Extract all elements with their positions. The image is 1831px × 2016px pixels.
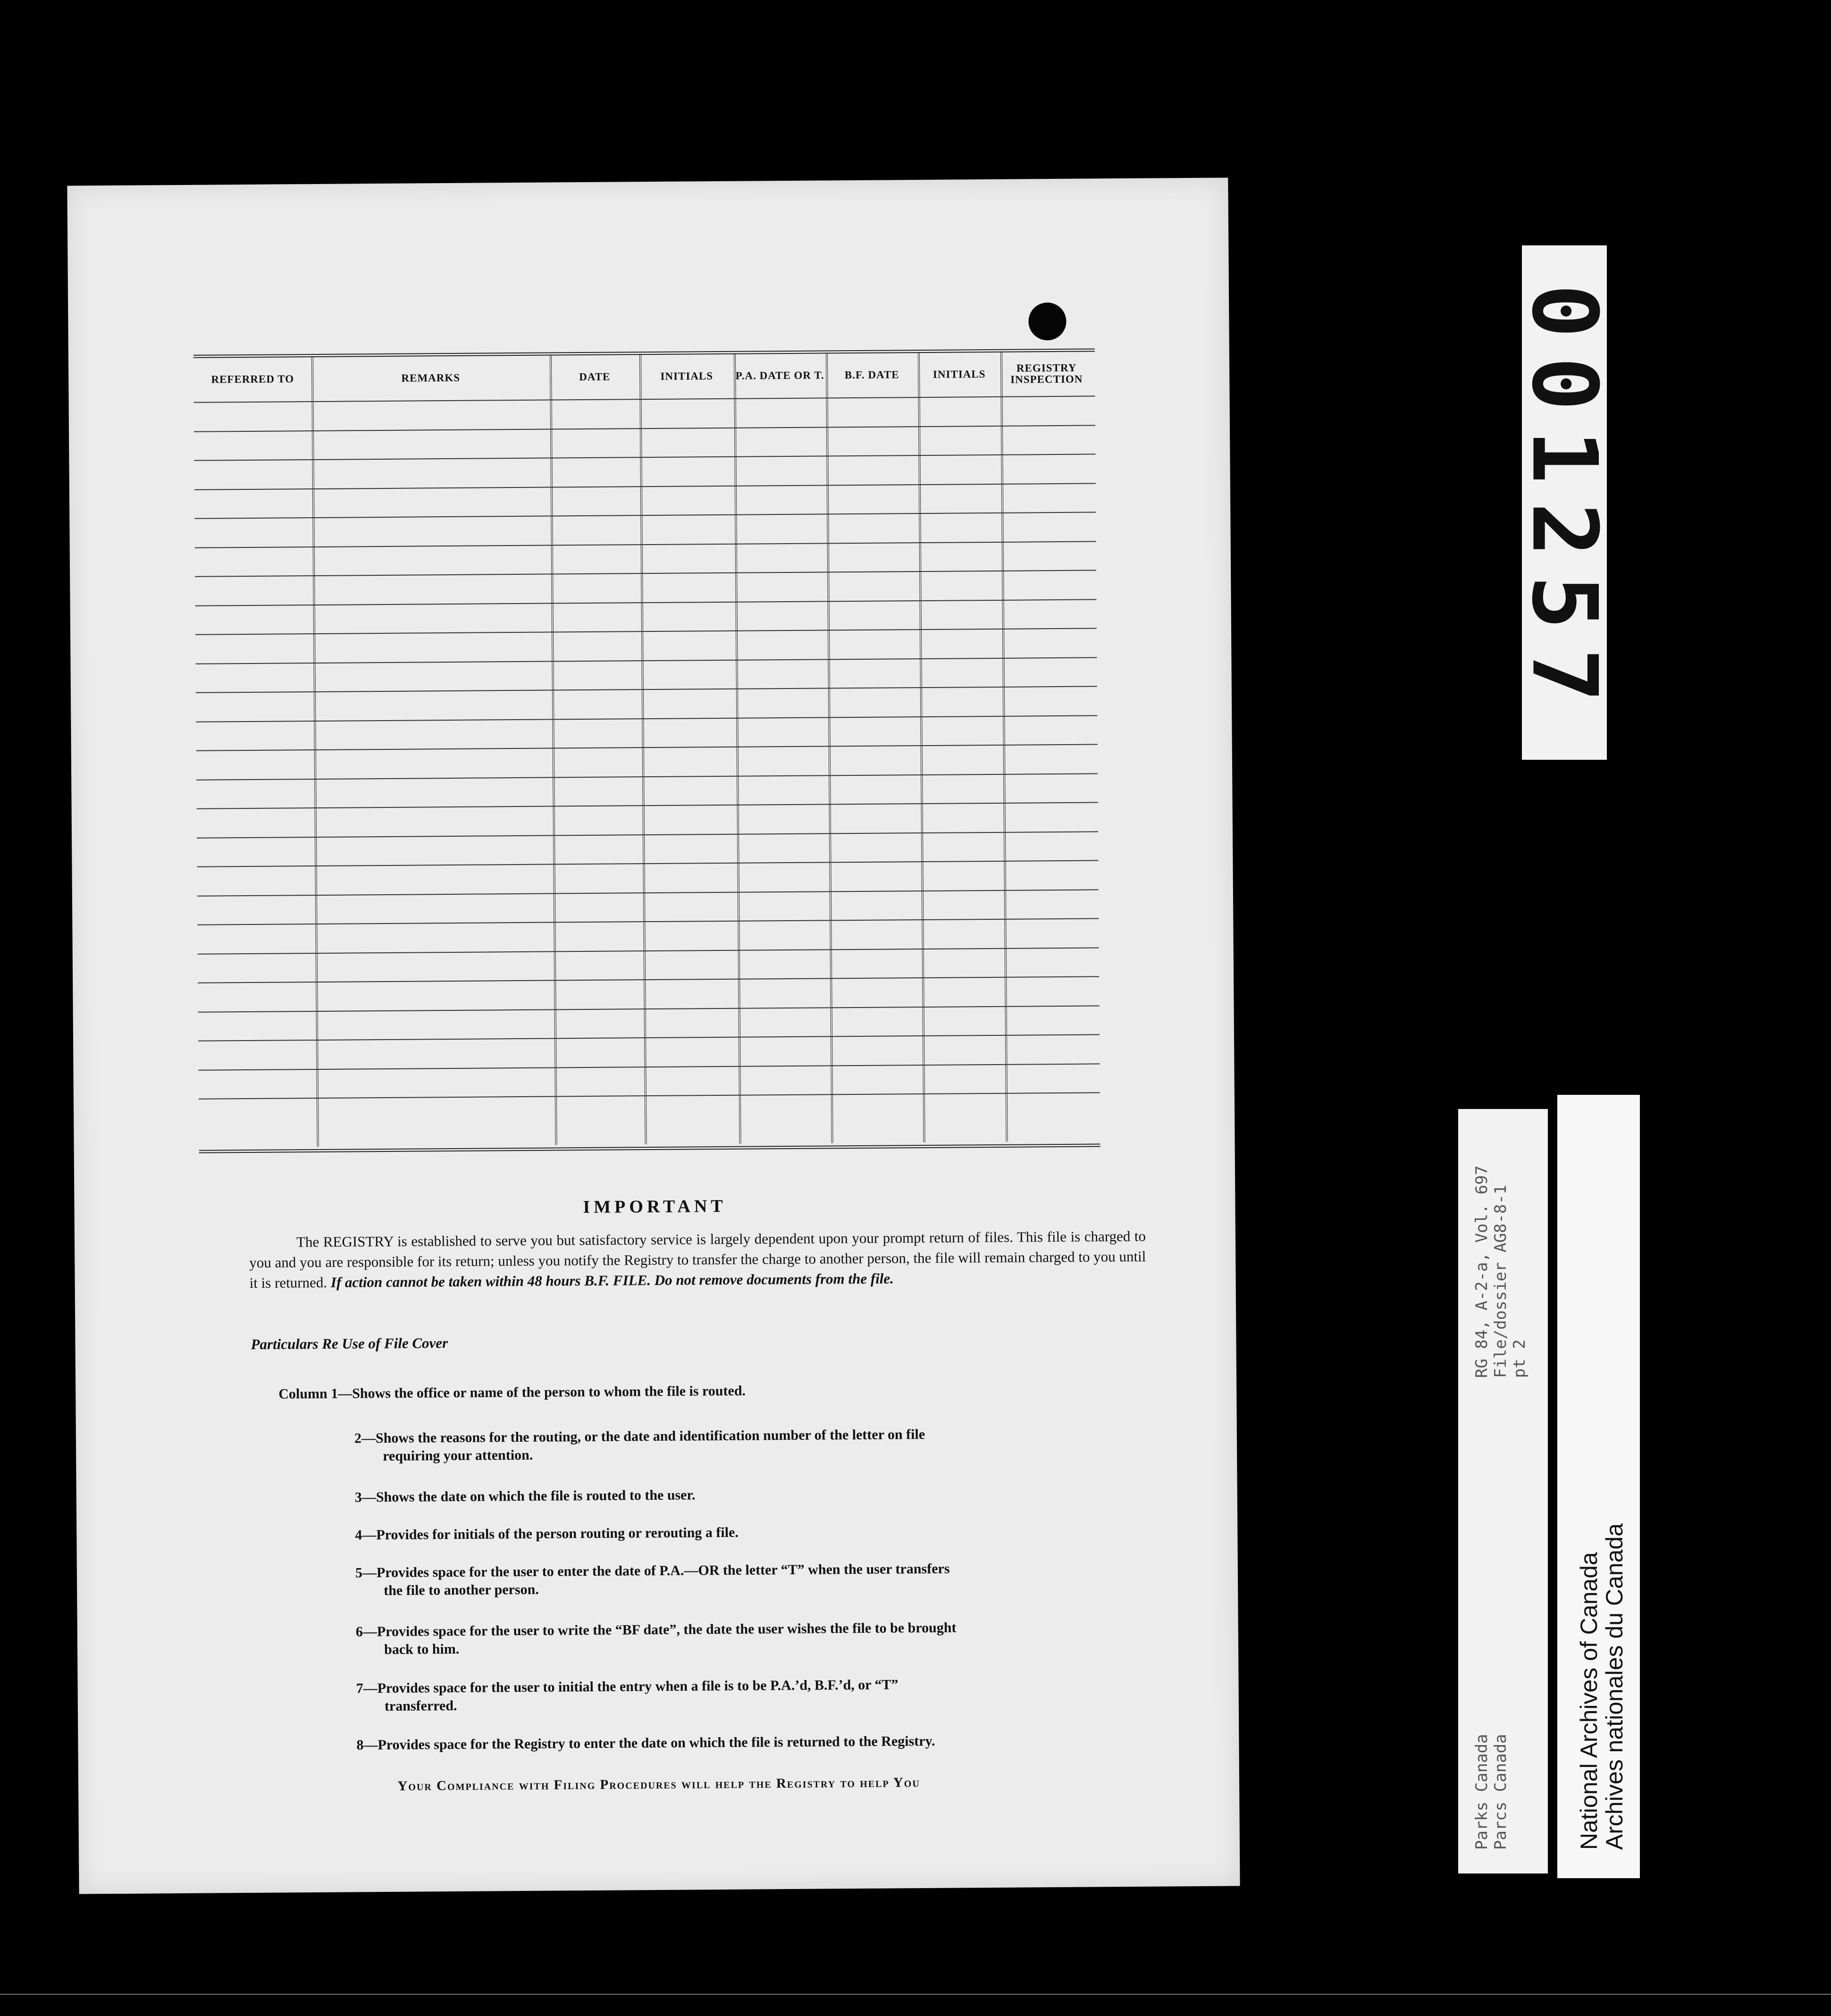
table-row-line <box>194 512 1096 519</box>
column-description-3: 3—Shows the date on which the file is routed to the user. <box>354 1487 696 1505</box>
table-row-line <box>199 1092 1100 1099</box>
punch-hole <box>1028 302 1067 341</box>
reference-line-2: File/dossier AG8-8-1 <box>1491 1184 1510 1378</box>
table-row-line <box>196 686 1097 693</box>
archives-text <box>1576 1142 1627 1850</box>
reference-agency <box>1472 1734 1510 1850</box>
table-row-line <box>198 1034 1100 1041</box>
column-divider <box>639 354 647 1144</box>
column-divider <box>311 356 319 1147</box>
table-row-line <box>194 454 1095 461</box>
table-row-line <box>195 657 1097 664</box>
registry-notice: The REGISTRY is established to serve you but satisfactory service is largely dependent upon your prompt return of files. This file is charged to you and you are responsible for its return; unless you notify the Registry to transfer the charge to another person, the file will remain charged to you until it is returned. <box>249 1227 1146 1291</box>
table-row-line <box>198 947 1099 954</box>
reference-line-3: pt 2 <box>1510 1339 1529 1378</box>
column-divider <box>826 353 833 1143</box>
column-description-1: Column 1—Shows the office or name of the person to whom the file is routed. <box>278 1383 746 1402</box>
table-row-line <box>198 976 1099 983</box>
column-description-6: 6—Provides space for the user to write the “BF date”, the date the user wishes the file to be brought back to him. <box>355 1620 957 1658</box>
archives-line-fr: Archives nationales du Canada <box>1601 1523 1628 1850</box>
table-row-line <box>197 831 1098 838</box>
column-description-5: 5—Provides space for the user to enter the date of P.A.—OR the letter “T” when the user transfers the file to another person. <box>355 1561 950 1599</box>
table-row-line <box>196 744 1098 751</box>
reference-label <box>1458 1109 1548 1873</box>
header-bf-date: B.F. DATE <box>844 368 899 381</box>
table-row-line <box>197 918 1099 925</box>
header-remarks: REMARKS <box>401 371 461 384</box>
reference-file-info <box>1472 1166 1529 1378</box>
table-row-line <box>197 802 1098 809</box>
agency-line-1: Parks Canada <box>1472 1734 1491 1850</box>
important-heading: IMPORTANT <box>583 1196 727 1218</box>
frame-number: 001257 <box>1512 284 1617 722</box>
header-initials-2: INITIALS <box>932 368 986 380</box>
action-notice: If action cannot be taken within 48 hours B.F. FILE. Do not remove documents from the file. <box>330 1270 894 1291</box>
column-divider <box>1000 352 1008 1142</box>
table-row-line <box>198 1063 1100 1070</box>
header-date: DATE <box>579 370 611 383</box>
table-row-line <box>197 889 1099 896</box>
table-row-line <box>197 860 1098 867</box>
table-row-line <box>196 773 1098 780</box>
scan-bottom-line <box>0 1994 1831 1995</box>
agency-line-2: Parcs Canada <box>1491 1734 1510 1850</box>
table-row-line <box>194 483 1096 490</box>
archives-line-en: National Archives of Canada <box>1576 1552 1602 1850</box>
reference-line-1: RG 84, A-2-a, Vol. 697 <box>1472 1165 1491 1378</box>
header-pa-date: P.A. DATE OR T. <box>735 369 824 382</box>
column-divider <box>918 352 925 1142</box>
column-divider <box>734 353 741 1144</box>
table-bottom-rule <box>199 1143 1100 1153</box>
archives-label <box>1557 1095 1640 1878</box>
routing-table <box>193 348 1100 1147</box>
table-row-line <box>196 715 1097 722</box>
table-row-line <box>198 1005 1100 1012</box>
header-referred-to: REFERRED TO <box>211 372 294 386</box>
table-row-line <box>194 425 1095 432</box>
table-row-line <box>195 541 1096 548</box>
column-description-7: 7—Provides space for the user to initial the entry when a file is to be P.A.’d, B.F.’d, or “T” transferred. <box>356 1677 899 1714</box>
column-description-2: 2—Shows the reasons for the routing, or the date and identification number of the letter on file requiring your attention. <box>354 1427 925 1464</box>
header-registry-inspection: REGISTRY INSPECTION <box>1010 361 1083 386</box>
particulars-heading: Particulars Re Use of File Cover <box>251 1335 448 1352</box>
important-paragraph <box>249 1226 1146 1293</box>
column-description-4: 4—Provides for initials of the person routing or rerouting a file. <box>355 1524 739 1543</box>
table-row-line <box>195 628 1097 635</box>
table-row-line <box>195 599 1097 606</box>
header-initials: INITIALS <box>660 370 714 382</box>
frame-number-label <box>1512 245 1617 760</box>
compliance-footer: Your Compliance with Filing Procedures will help the Registry to help You <box>397 1775 920 1794</box>
table-row-line <box>195 570 1096 577</box>
column-description-8: 8—Provides space for the Registry to enter the date on which the file is returned to the Registry. <box>356 1733 935 1753</box>
document-page <box>67 177 1240 1894</box>
column-divider <box>550 354 557 1145</box>
